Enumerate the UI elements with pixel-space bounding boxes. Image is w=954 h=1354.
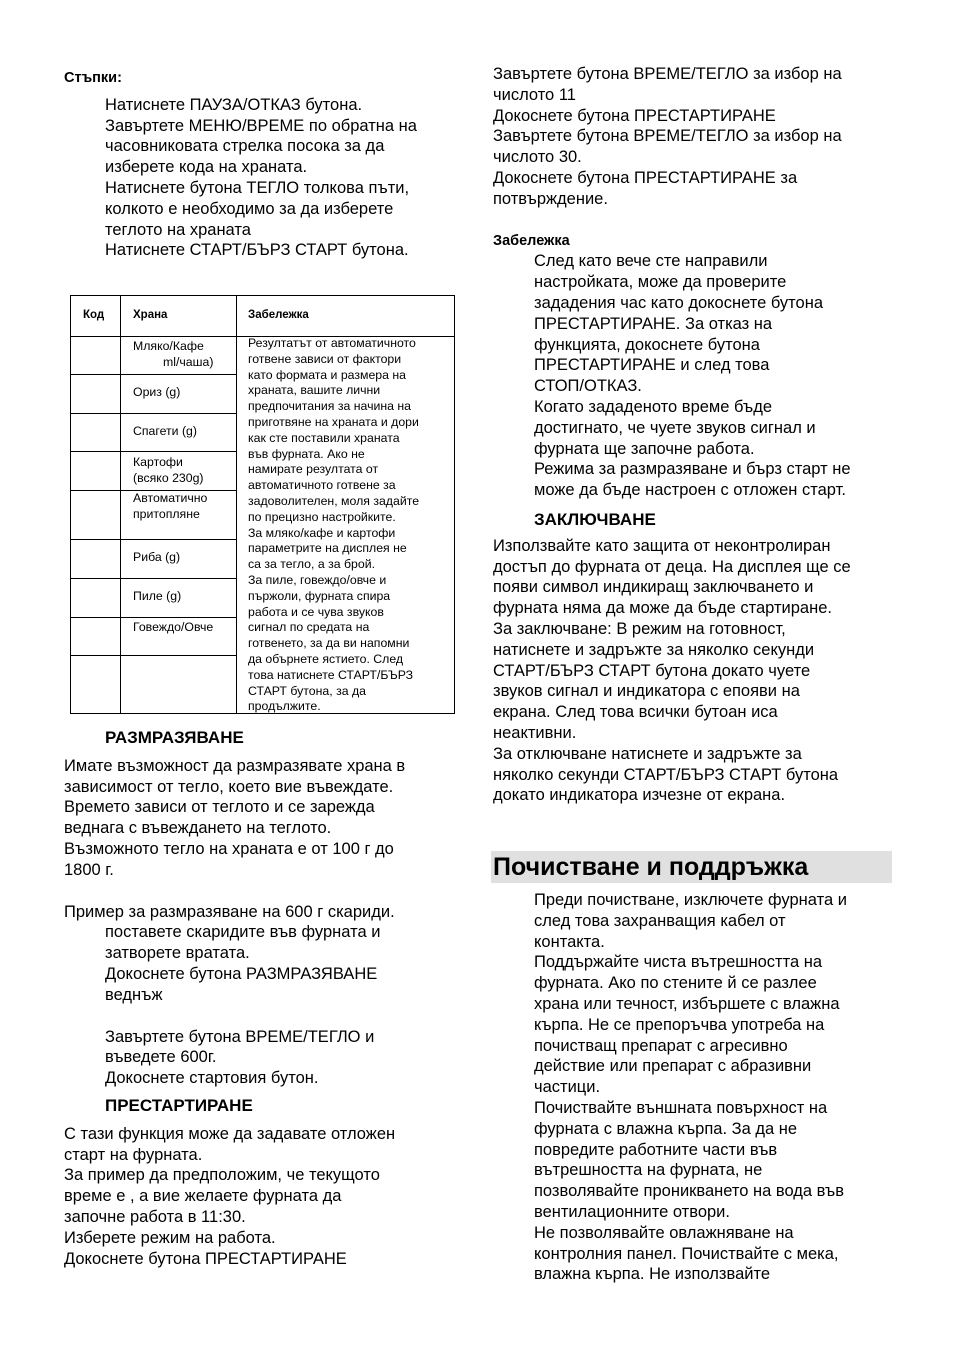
note-line: ПРЕСТАРТИРАНЕ. За отказ на: [534, 314, 773, 333]
cleaning-line: повредите работните части във: [534, 1140, 778, 1159]
note-title: Забележка: [493, 232, 570, 249]
prestart-cont-line: Докоснете бутона ПРЕСТАРТИРАНЕ: [493, 106, 776, 125]
left-column-lower: [64, 728, 464, 1269]
note-line: настройката, може да проверите: [534, 273, 787, 292]
table-row-food: Говеждо/Овче: [133, 620, 214, 634]
note-line: може да бъде настроен с отложен старт.: [534, 481, 846, 500]
prestart-cont-line: Докоснете бутона ПРЕСТАРТИРАНЕ за: [493, 168, 798, 187]
cleaning-line: фурната. Ако по стените й се разлее: [534, 974, 817, 993]
cleaning-line: позволявайте проникването на вода във: [534, 1182, 844, 1201]
cleaning-line: фурната с влажна кърпа. За да не: [534, 1119, 798, 1138]
example-line: въведете 600г.: [105, 1048, 217, 1067]
prestart-cont-line: потвърждение.: [493, 189, 608, 208]
lock-line: Използвайте като защита от неконтролиран: [493, 536, 831, 555]
lock-line: натиснете и задръжте за няколко секунди: [493, 640, 815, 659]
example-line: Завъртете бутона ВРЕМЕ/ТЕГЛО и: [105, 1027, 375, 1046]
prestart-line: Докоснете бутона ПРЕСТАРТИРАНЕ: [64, 1249, 347, 1268]
lock-line: неактивни.: [493, 723, 577, 742]
table-row-food: Риба (g): [133, 550, 181, 564]
note-line: Режима за размразяване и бърз старт не: [534, 460, 851, 479]
cleaning-line: вътрешността на фурната, не: [534, 1161, 763, 1180]
prestart-line: старт на фурната.: [64, 1145, 203, 1164]
example-line: веднъж: [105, 985, 163, 1004]
lock-line: звуков сигнал и индикатора с епояви на: [493, 682, 800, 701]
lock-line: няколко секунди СТАРТ/БЪРЗ СТАРТ бутона: [493, 765, 839, 784]
note-line: След като вече сте направили: [534, 252, 768, 271]
cleaning-line: Преди почистване, изключете фурната и: [534, 891, 847, 909]
defrost-line: Времето зависи от теглото и се зарежда: [64, 798, 375, 817]
steps-line: колкото е необходимо за да изберете: [105, 199, 394, 218]
lock-line: появи символ индикиращ заключването и: [493, 578, 814, 597]
defrost-line: Имате възможност да размразявате храна в: [64, 756, 406, 775]
steps-line: Натиснете СТАРТ/БЪРЗ СТАРТ бутона.: [105, 241, 409, 260]
steps-title: Стъпки:: [64, 70, 122, 86]
cleaning-section-title: Почистване и поддръжка: [491, 851, 892, 883]
table-row-food: Картофи (всяко 230g): [133, 455, 204, 485]
header-code: Код: [83, 309, 105, 321]
lock-line: докато индикатора изчезне от екрана.: [493, 786, 786, 805]
cleaning-line: Поддържайте чиста вътрешността на: [534, 953, 823, 972]
table-row-food: Спагети (g): [133, 424, 197, 438]
header-food: Храна: [133, 309, 168, 321]
prestart-line: започне работа в 11:30.: [64, 1207, 246, 1226]
prestart-cont-line: Завъртете бутона ВРЕМЕ/ТЕГЛО за избор на: [493, 127, 842, 146]
table-row-food: Автоматично притопляне: [133, 491, 208, 521]
lock-line: За заключване: В режим на готовност,: [493, 619, 786, 638]
prestart-line: За пример да предположим, че текущото: [64, 1166, 380, 1185]
left-column: [64, 68, 464, 261]
example-title: Пример за размразяване на 600 г скариди.: [64, 902, 395, 921]
prestart-cont-line: числото 30.: [493, 148, 582, 167]
note-line: функцията, докоснете бутона: [534, 335, 760, 354]
example-line: затворете вратата.: [105, 944, 250, 963]
lock-line: фурната няма да може да бъде стартиране.: [493, 599, 832, 618]
defrost-line: 1800 г.: [64, 860, 114, 879]
note-line: достигнато, че чуете звуков сигнал и: [534, 418, 816, 437]
cleaning-line: действие или препарат с абразивни: [534, 1057, 812, 1076]
table-note-cell: Резултатът от автоматичното готвене зависи от фактори като формата и размера на храната, вашите лични предпочитания за начина на приготвяне на храната и дори как сте поставили храната във фурната. Ако не намирате резултата от автоматичното готвене за задоволителен, моля задайте по прецизно настройките. За мляко/кафе и картофи параметрите на дисплея не са за тегло, а за брой. За пиле, говеждо/овче и пържоли, фурната спира работа и се чува звуков сигнал по средата на готвенето, за да ви напомни да обърнете ястието. След това натиснете СТАРТ/БЪРЗ СТАРТ бутона, за да продължите.: [248, 336, 420, 714]
auto-cook-table: [70, 295, 455, 714]
note-line: Когато зададеното време бъде: [534, 397, 773, 416]
cleaning-line: частици.: [534, 1078, 601, 1097]
table-row-food: Пиле (g): [133, 589, 182, 603]
lock-line: СТАРТ/БЪРЗ СТАРТ бутона докато чуете: [493, 661, 811, 680]
cleaning-line: контролния панел. Почиствайте с мека,: [534, 1244, 839, 1263]
prestart-line: Изберете режим на работа.: [64, 1228, 276, 1247]
steps-list: [64, 95, 464, 261]
note-line: фурната ще започне работа.: [534, 439, 755, 458]
header-note: Забележка: [248, 309, 309, 321]
example-line: Докоснете стартовия бутон.: [105, 1069, 319, 1088]
example-line: Докоснете бутона РАЗМРАЗЯВАНЕ: [105, 964, 378, 983]
cleaning-text: [493, 890, 893, 1285]
cleaning-line: почистващ препарат с агресивно: [534, 1036, 788, 1055]
defrost-line: Възможното тегло на храната е от 100 г до: [64, 839, 394, 858]
steps-line: Натиснете ПАУЗА/ОТКАЗ бутона.: [105, 95, 363, 114]
steps-line: изберете кода на храната.: [105, 158, 308, 177]
steps-line: Натиснете бутона ТЕГЛО толкова пъти,: [105, 178, 410, 197]
table-row-food: Ориз (g): [133, 385, 181, 399]
lock-line: достъп до фурната от деца. На дисплея ще се: [493, 557, 851, 576]
prestart-line: време е , а вие желаете фурната да: [64, 1187, 342, 1206]
defrost-line: зависимост от тегло, което вие въвеждате.: [64, 777, 394, 796]
cleaning-line: Почиствайте външната повърхност на: [534, 1098, 828, 1117]
note-line: СТОП/ОТКАЗ.: [534, 377, 642, 396]
defrost-title: РАЗМРАЗЯВАНЕ: [105, 728, 244, 747]
cleaning-line: контакта.: [534, 932, 605, 951]
note-line: ПРЕСТАРТИРАНЕ и след това: [534, 356, 770, 375]
prestart-line: С тази функция може да задавате отложен: [64, 1124, 396, 1143]
cleaning-line: влажна кърпа. Не използвайте: [534, 1265, 771, 1284]
cleaning-line: Не позволявайте овлажняване на: [534, 1223, 794, 1242]
cleaning-line: храна или течност, избършете с влажна: [534, 994, 840, 1013]
note-line: зададения час като докоснете бутона: [534, 293, 824, 312]
prestart-cont-line: Завъртете бутона ВРЕМЕ/ТЕГЛО за избор на: [493, 65, 842, 83]
lock-line: екрана. След това всички бутоан иса: [493, 703, 778, 722]
prestart-title: ПРЕСТАРТИРАНЕ: [105, 1095, 253, 1115]
steps-line: Завъртете МЕНЮ/ВРЕМЕ по обратна на: [105, 116, 417, 135]
right-column: [493, 64, 893, 806]
cleaning-line: вентилационните отвори.: [534, 1202, 730, 1221]
prestart-cont-line: числото 11: [493, 85, 576, 104]
steps-line: теглото на храната: [105, 220, 251, 239]
defrost-line: веднага с въвеждането на теглото.: [64, 819, 332, 838]
cleaning-line: след това захранващия кабел от: [534, 911, 786, 930]
lock-line: За отключване натиснете и задръжте за: [493, 744, 802, 763]
example-line: поставете скаридите във фурната и: [105, 923, 381, 942]
table-row-food: Мляко/Кафе ml/чаша): [133, 339, 214, 369]
cleaning-line: кърпа. Не се препоръчва употреба на: [534, 1015, 825, 1034]
steps-line: часовниковата стрелка посока за да: [105, 137, 385, 156]
lock-title: ЗАКЛЮЧВАНЕ: [534, 509, 656, 529]
